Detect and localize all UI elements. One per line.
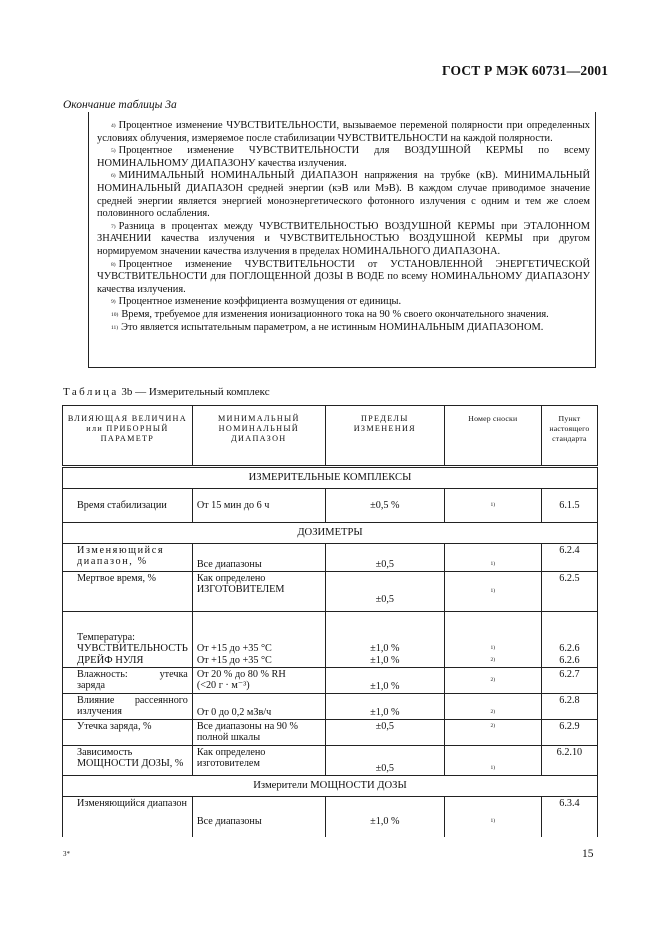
note-11: $^{11)}$ Это является испытательным параметром, а не истинным НОМИНАЛЬНЫМ ДИАПАЗОНОМ. [111,321,544,333]
header-range: МИНИМАЛЬНЫЙ НОМИНАЛЬНЫЙ ДИАПАЗОН [192,406,325,467]
section-row [63,523,598,544]
section-row [63,467,598,489]
note-7: $^{7)}$ Разница в процентах между ЧУВСТВИТЕЛЬНОСТЬЮ ВОЗДУШНОЙ КЕРМЫ при ЭТАЛОННОМ ЗНАЧЕНИИ качества излучения и ЧУВСТВИТЕЛЬНОСТЬЮ ВОЗДУШНОЙ КЕРМЫ при другом нормируемом значении качества излучения в пределах НОМИНАЛЬНОГО ДИАПАЗОНА. [97,220,590,257]
table-row: Температура: ЧУВСТВИТЕЛЬНОСТЬ ДРЕЙФ НУЛЯ От +15 до +35 °С От +15 до +35 °С ±1,0 % ±1,0 % 1) 2) 6.2.6 6.2.6 [63,612,598,668]
page-number: 15 [582,848,594,860]
table-row: Изменяющийся диапазон Все диапазоны ±1,0 % 1) 6.3.4 [63,797,598,837]
table-row: Изменяющийся диапазон, % Все диапазоны ±0,5 1) 6.2.4 [63,544,598,572]
header-param: ВЛИЯЮЩАЯ ВЕЛИЧИНА или ПРИБОРНЫЙ ПАРАМЕТР [63,406,193,467]
table-row: Зависимость МОЩНОСТИ ДОЗЫ, % Как определено изготовителем ±0,5 1) 6.2.10 [63,746,598,776]
table-3a-caption: Окончание таблицы 3а [63,99,177,111]
table-row: Влажность: утечка заряда От 20 % до 80 % RH (<20 г · м⁻³) ±1,0 % 2) 6.2.7 [63,668,598,694]
header-note: Номер сноски [444,406,541,467]
table-row: Мертвое время, % Как определено ИЗГОТОВИТЕЛЕМ ±0,5 1) 6.2.5 [63,572,598,612]
note-6: $^{6)}$ МИНИМАЛЬНЫЙ НОМИНАЛЬНЫЙ ДИАПАЗОН напряжения на трубке (кВ). МИНИМАЛЬНЫЙ НОМИНАЛЬНЫЙ ДИАПАЗОН средней энергии (кэВ или МэВ). В каждом случае приводимое значение средней энергии является энергией моноэнергетического фотонного излучения с одним и тем же слоем половинного ослабления. [97,170,590,220]
footer-signature-mark: 3* [63,850,70,858]
table-3b [62,405,598,837]
section-title: Измерители МОЩНОСТИ ДОЗЫ [63,776,598,797]
note-4: $^{4)}$ Процентное изменение ЧУВСТВИТЕЛЬНОСТИ, вызываемое переменой полярности при определенных условиях облучения, измеряемое после стабилизации ЧУВСТВИТЕЛЬНОСТИ на каждой полярности. [97,120,590,144]
table-3a-notes [88,112,596,368]
table-row: Утечка заряда, % Все диапазоны на 90 % полной шкалы ±0,5 2) 6.2.9 [63,720,598,746]
header-clause: Пункт настоящего стандарта [541,406,597,467]
note-5: $^{5)}$ Процентное изменение ЧУВСТВИТЕЛЬНОСТИ для ВОЗДУШНОЙ КЕРМЫ по всему НОМИНАЛЬНОМУ ДИАПАЗОНУ качества излучения. [97,145,590,169]
table-header-row [63,406,598,467]
table-row: Время стабилизации От 15 мин до 6 ч ±0,5 % 1) 6.1.5 [63,489,598,523]
header-limits: ПРЕДЕЛЫ ИЗМЕНЕНИЯ [325,406,444,467]
section-title: ИЗМЕРИТЕЛЬНЫЕ КОМПЛЕКСЫ [63,467,598,489]
table-3b-title: Таблица 3b — Измерительный комплекс [63,386,270,398]
document-header: ГОСТ Р МЭК 60731—2001 [442,63,609,78]
section-title: ДОЗИМЕТРЫ [63,523,598,544]
table-row: Влияние рассеянного излучения От 0 до 0,2 мЗв/ч ±1,0 % 2) 6.2.8 [63,694,598,720]
note-10: $^{10)}$ Время, требуемое для изменения ионизационного тока на 90 % своего окончательного значения. [111,308,549,320]
note-8: $^{8)}$ Процентное изменение ЧУВСТВИТЕЛЬНОСТИ от УСТАНОВЛЕННОЙ ЭНЕРГЕТИЧЕСКОЙ ЧУВСТВИТЕЛЬНОСТИ для ПОГЛОЩЕННОЙ ДОЗЫ В ВОДЕ по всему НОМИНАЛЬНОМУ ДИАПАЗОНУ качества излучения. [97,258,590,295]
note-9: $^{9)}$ Процентное изменение коэффициента возмущения от единицы. [111,296,402,308]
section-row [63,776,598,797]
